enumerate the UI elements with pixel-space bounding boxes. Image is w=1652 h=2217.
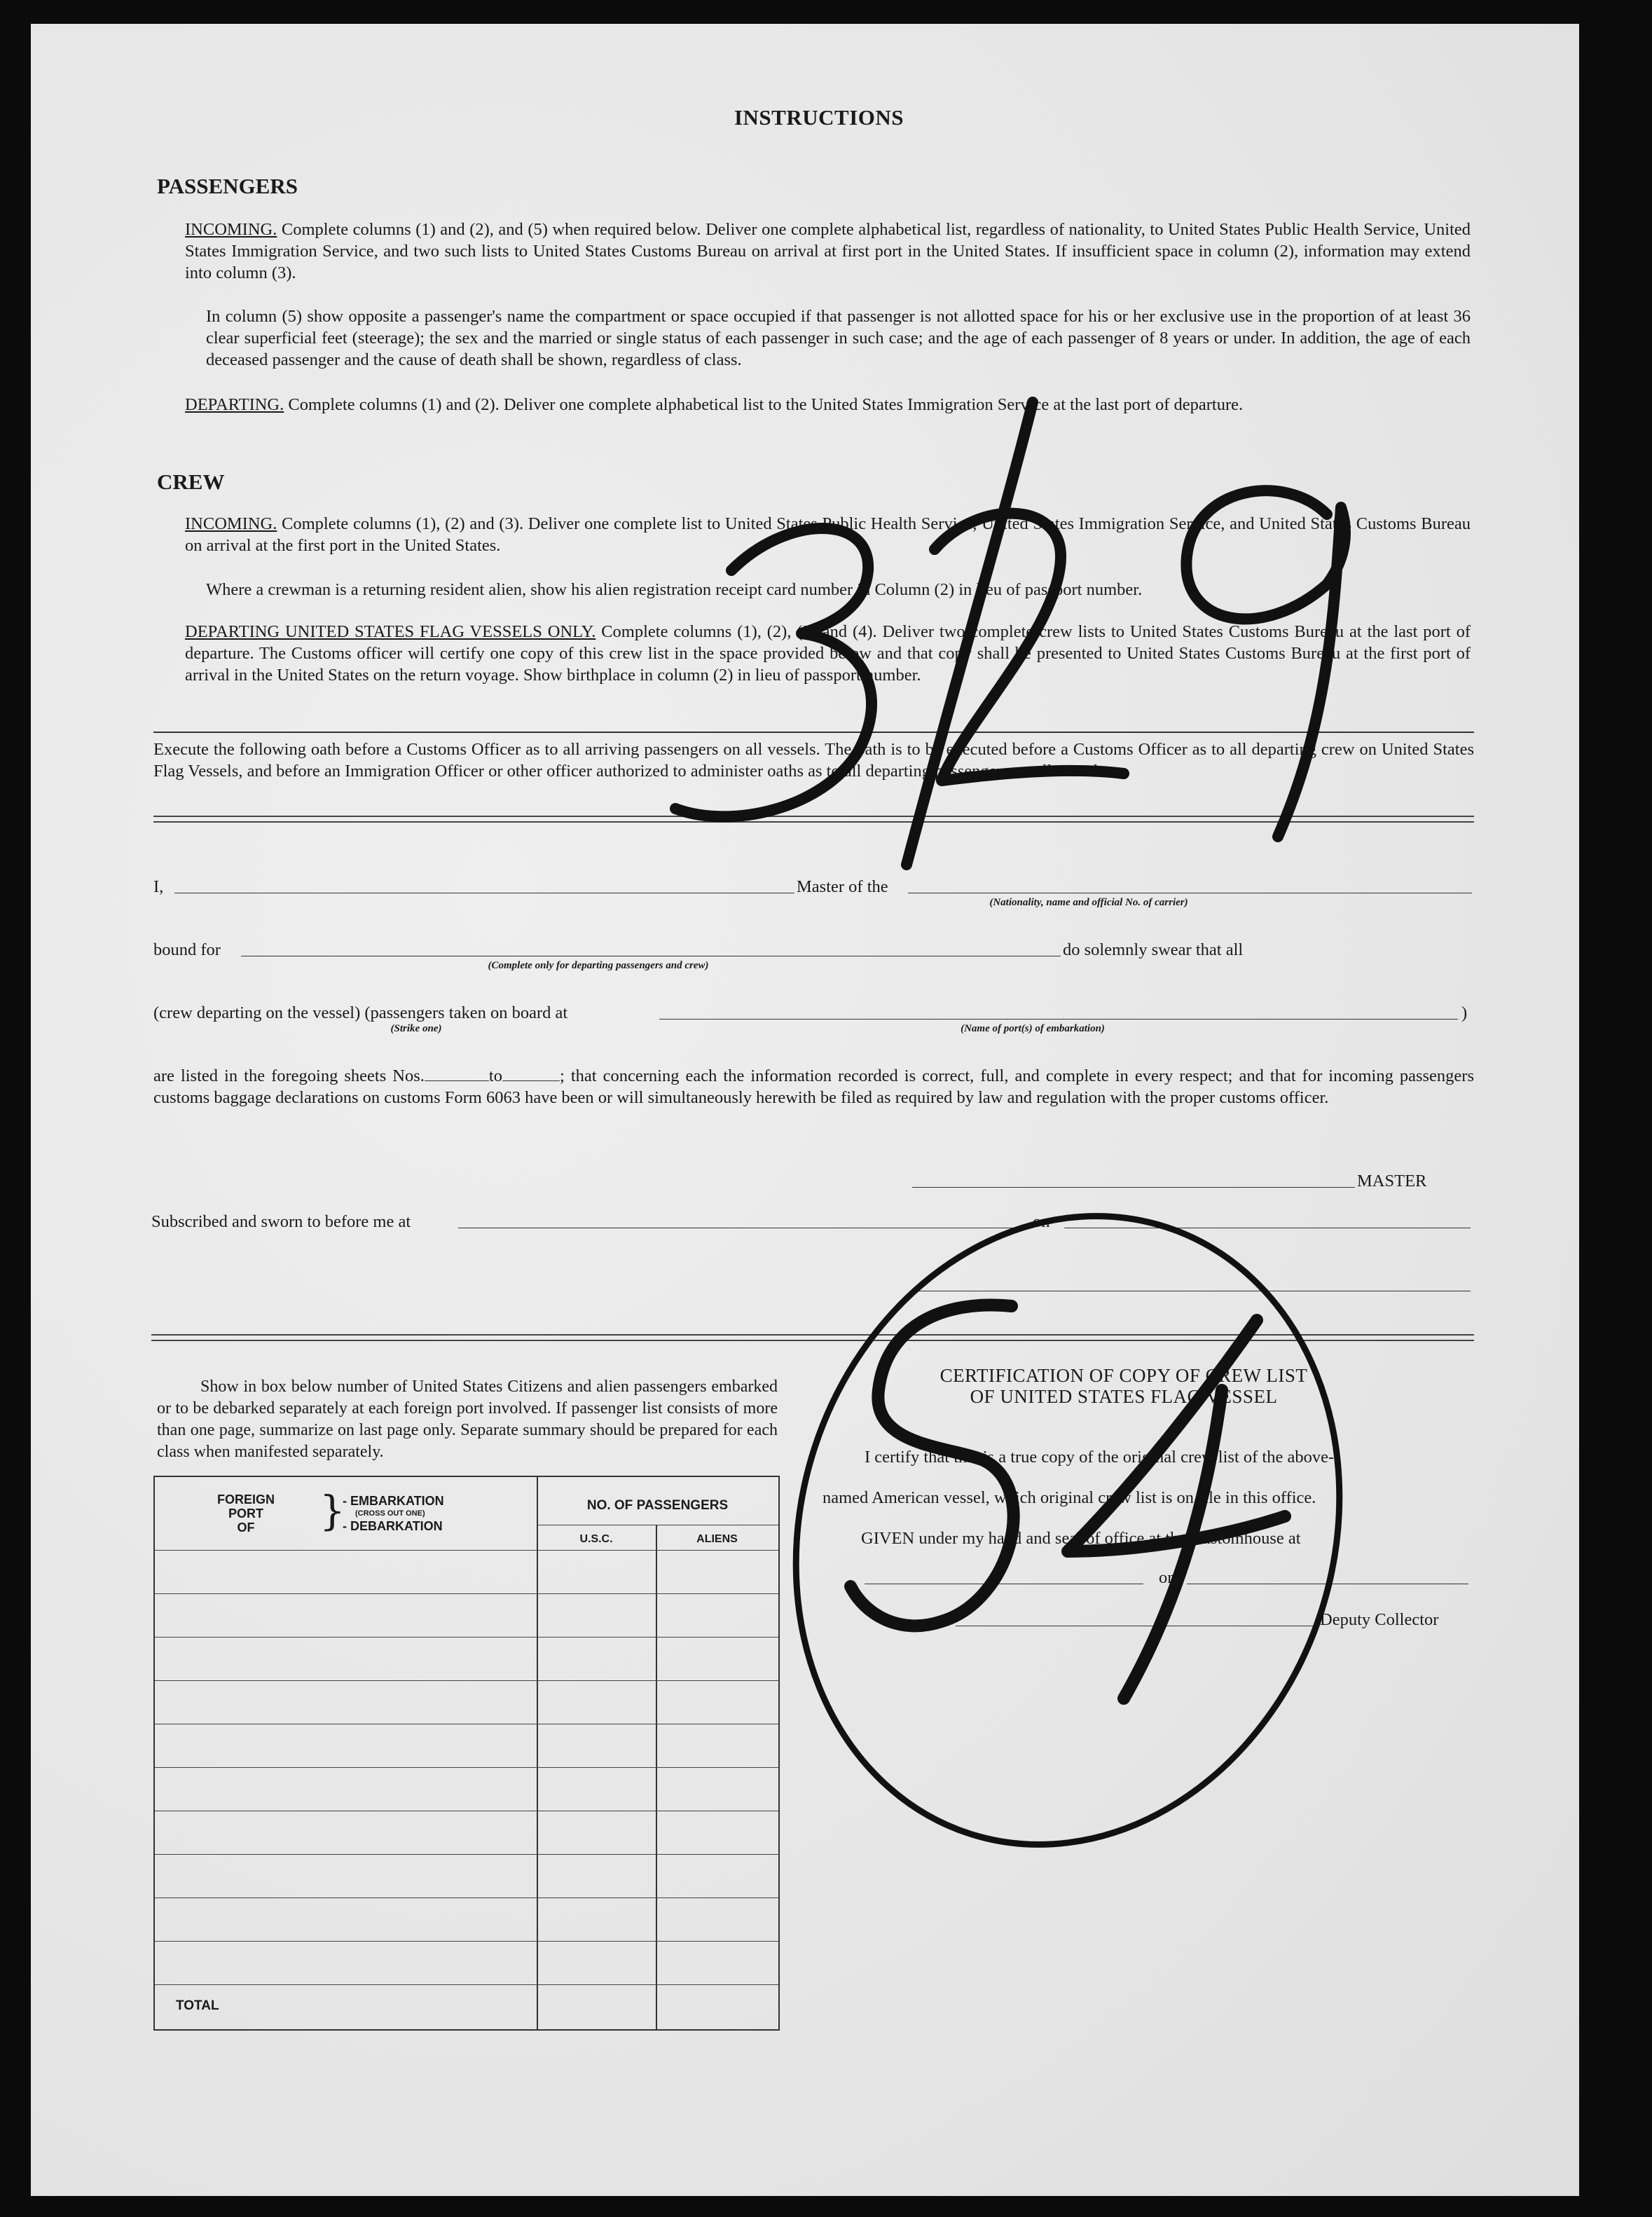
th-foreign: FOREIGN (216, 1492, 275, 1506)
th-of: OF (237, 1521, 255, 1535)
th-embarkation: - EMBARKATION (343, 1494, 444, 1508)
master-signature-line (912, 1187, 1355, 1188)
crew-departing-text: Complete columns (1), (2), (3) and (4). Deliver two complete crew lists to United States Customs Bureau at the last port of departure. The Customs officer will certify one copy of this crew list in the space provided below and that copy shall be presented to United States Customs Bureau at the first port of arrival in the United States on the return voyage. Show birthplace in column (2) in lieu of passport number. (185, 622, 1471, 685)
oath-port-hint: (Name of port(s) of embarkation) (961, 1023, 1105, 1034)
oath-listed-paragraph (153, 1065, 1474, 1108)
passengers-incoming-lead: INCOMING. (185, 220, 277, 239)
oath-close-paren: ) (1461, 1003, 1468, 1022)
oath-listed-to: to (488, 1066, 502, 1085)
oath-swear: do solemnly swear that all (1063, 940, 1244, 959)
table-row (155, 1767, 778, 1768)
crew-departing-lead: DEPARTING UNITED STATES FLAG VESSELS ONLY. (185, 622, 596, 641)
oath-listed-a: are listed in the foregoing sheets Nos. (153, 1066, 425, 1085)
th-aliens: ALIENS (696, 1533, 738, 1545)
col-divider-1 (537, 1477, 538, 2029)
oath-carrier-hint: (Nationality, name and official No. of carrier) (989, 897, 1188, 908)
certification-line-1: I certify that this is a true copy of the original crew list of the above- (865, 1448, 1335, 1467)
oath-strike-one: (Strike one) (390, 1023, 442, 1034)
sheet-to-line (502, 1068, 560, 1081)
table-row (155, 1984, 778, 1985)
passengers-departing-text: Complete columns (1) and (2). Deliver one complete alphabetical list to the United States Immigration Service at the last port of departure. (284, 395, 1244, 414)
table-row (155, 1593, 778, 1594)
oath-bound-hint: (Complete only for departing passengers and crew) (488, 960, 709, 971)
subscribed-on: on (1033, 1212, 1050, 1231)
page-title: INSTRUCTIONS (734, 105, 904, 130)
table-row (155, 1680, 778, 1681)
table-row (155, 1897, 778, 1898)
oath-port-line (659, 1019, 1458, 1020)
master-label: MASTER (1357, 1172, 1427, 1190)
oath-crew-departing: (crew departing on the vessel) (passengers taken on board at (153, 1003, 568, 1022)
certification-line-3: GIVEN under my hand and seal of office at the Customhouse at (861, 1529, 1301, 1548)
summary-instructions: Show in box below number of United States Citizens and alien passengers embarked or to be debarked separately at each foreign port involved. If passenger list consists of more than one page, summarize on last page only. Separate summary should be prepared for each class when manifested separately. (157, 1378, 778, 1461)
certification-line-2: named American vessel, which original crew list is on file in this office. (822, 1488, 1316, 1507)
crew-departing-paragraph (185, 621, 1471, 686)
table-row (155, 1550, 778, 1551)
crew-incoming-lead: INCOMING. (185, 514, 277, 533)
passenger-summary-table (153, 1476, 780, 2031)
crew-incoming-text: Complete columns (1), (2) and (3). Deliver one complete list to United States Public Health Service, United States Immigration Service, and United States Customs Bureau on arrival at the first port in the United States. (185, 514, 1471, 555)
th-usc: U.S.C. (579, 1533, 613, 1545)
oath-bound-for: bound for (153, 940, 221, 959)
passengers-incoming-paragraph (185, 219, 1471, 284)
passengers-departing-lead: DEPARTING. (185, 395, 284, 414)
sheet-from-line (425, 1068, 489, 1081)
th-debarkation: - DEBARKATION (343, 1519, 443, 1533)
oath-intro-paragraph: Execute the following oath before a Customs Officer as to all arriving passengers on all vessels. The oath is to be executed before a Customs Officer as to all departing crew on United States Flag Vessels, and before an Immigration Officer or other officer authorized to administer oaths as to all departing passengers on all vessels. (153, 740, 1474, 781)
certification-on: on (1159, 1568, 1176, 1587)
double-divider-lower (151, 1334, 1474, 1341)
table-total-label: TOTAL (176, 1998, 219, 2013)
th-no-passengers: NO. OF PASSENGERS (586, 1498, 729, 1513)
passengers-heading: PASSENGERS (157, 174, 298, 198)
brace-glyph: } (319, 1487, 345, 1535)
crew-incoming-paragraph (185, 513, 1471, 556)
crew-returning-paragraph: Where a crewman is a returning resident alien, show his alien registration receipt card number in Column (2) in lieu of passport number. (206, 580, 1143, 599)
table-row (155, 1854, 778, 1855)
certification-title-1: CERTIFICATION OF COPY OF CREW LIST (939, 1365, 1308, 1386)
passengers-incoming-text: Complete columns (1) and (2), and (5) when required below. Deliver one complete alphabetical list, regardless of nationality, to United States Public Health Service, United States Immigration Service, and two such lists to United States Customs Bureau on arrival at first port in the United States. If insufficient space in column (2), information may extend into column (3). (185, 220, 1471, 282)
certification-title-2: OF UNITED STATES FLAG VESSEL (970, 1386, 1278, 1407)
table-row (155, 1941, 778, 1942)
subscribed-label: Subscribed and sworn to before me at (151, 1212, 411, 1231)
form-page (31, 24, 1579, 2196)
divider-line (153, 732, 1474, 733)
certification-deputy: Deputy Collector (1320, 1610, 1439, 1629)
passengers-departing-paragraph (185, 394, 1471, 416)
table-row (155, 1637, 778, 1638)
passengers-column5-paragraph: In column (5) show opposite a passenger's name the compartment or space occupied if that passenger is not allotted space for his or her exclusive use in the proportion of at least 36 clear superficial feet (steerage); the sex and the married or single status of each passenger in such case; and the age of each passenger of 8 years or under. In addition, the age of each deceased passenger and the cause of death shall be shown, regardless of class. (206, 307, 1471, 369)
oath-master-of: Master of the (797, 877, 888, 896)
crew-heading: CREW (157, 469, 225, 494)
th-port: PORT (228, 1506, 263, 1521)
double-divider (153, 816, 1474, 823)
col-divider-2 (656, 1525, 657, 2029)
oath-i-label: I, (153, 877, 164, 896)
th-cross-out: (CROSS OUT ONE) (355, 1509, 425, 1518)
oath-listed-b: ; that concerning each the information recorded is correct, full, and complete in every respect; and that for incoming passengers customs baggage declarations on customs Form 6063 have been or will simultaneously herewith be filed as required by law and regulation with the proper customs officer. (153, 1066, 1474, 1107)
